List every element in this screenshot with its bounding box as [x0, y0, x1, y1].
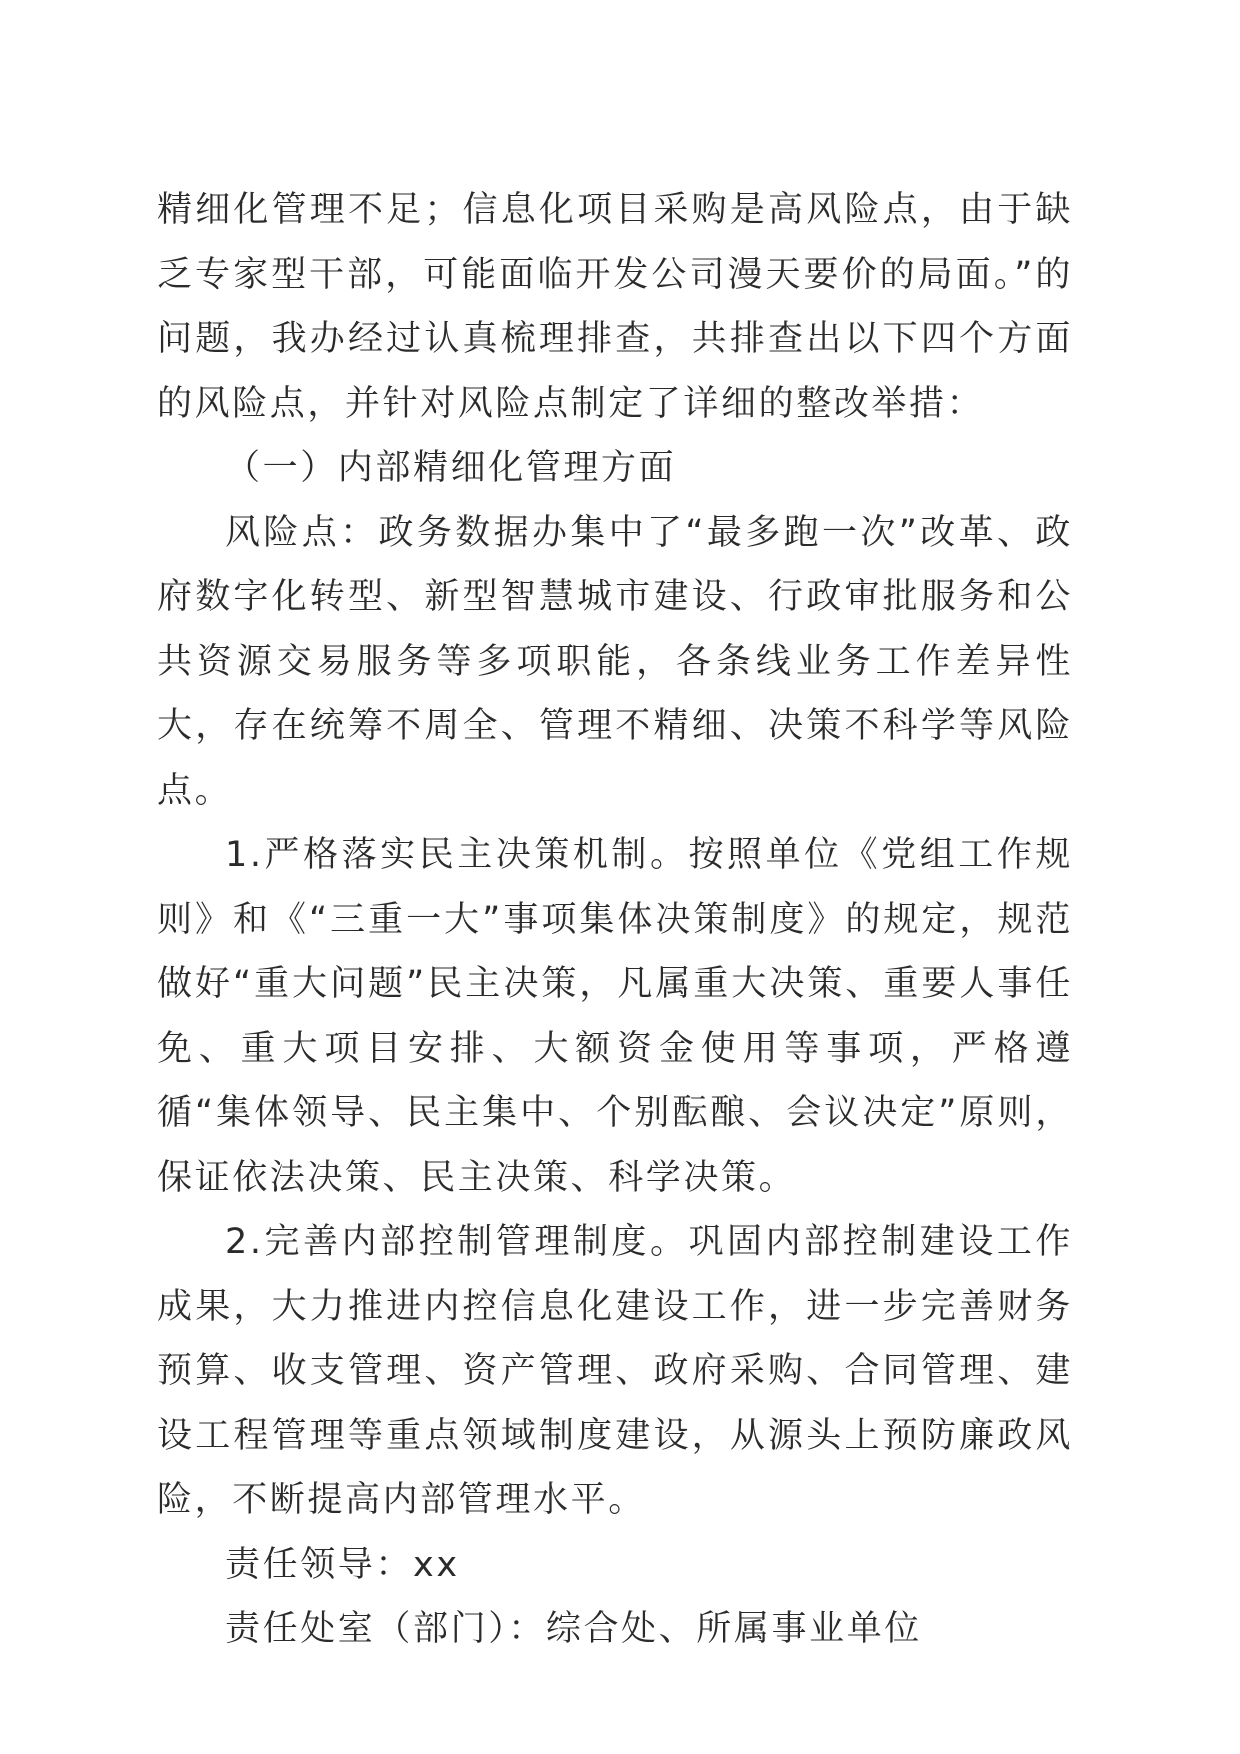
- measure-1-paragraph: 1.严格落实民主决策机制。按照单位《党组工作规则》和《“三重一大”事项集体决策制度》的规定，规范做好“重大问题”民主决策，凡属重大决策、重要人事任免、重大项目安排、大额资金使用等事项，严格遵循“集体领导、民主集中、个别酝酿、会议决定”原则，保证依法决策、民主决策、科学决策。: [157, 835, 1073, 1198]
- responsible-leader: 责任领导：xx: [225, 1544, 460, 1585]
- intro-paragraph: 精细化管理不足；信息化项目采购是高风险点，由于缺乏专家型干部，可能面临开发公司漫天要价的局面。”的问题，我办经过认真梳理排查，共排查出以下四个方面的风险点，并针对风险点制定了详细的整改举措：: [157, 190, 1073, 424]
- risk-paragraph: 风险点：政务数据办集中了“最多跑一次”改革、政府数字化转型、新型智慧城市建设、行政审批服务和公共资源交易服务等多项职能，各条线业务工作差异性大，存在统筹不周全、管理不精细、决策不科学等风险点。: [157, 512, 1073, 811]
- responsible-department: 责任处室（部门）：综合处、所属事业单位: [225, 1609, 922, 1649]
- section-heading: （一）内部精细化管理方面: [225, 448, 677, 488]
- document-page: [157, 178, 1073, 1662]
- measure-2-paragraph: 2.完善内部控制管理制度。巩固内部控制建设工作成果，大力推进内控信息化建设工作，进一步完善财务预算、收支管理、资产管理、政府采购、合同管理、建设工程管理等重点领域制度建设，从源头上预防廉政风险，不断提高内部管理水平。: [157, 1222, 1073, 1520]
